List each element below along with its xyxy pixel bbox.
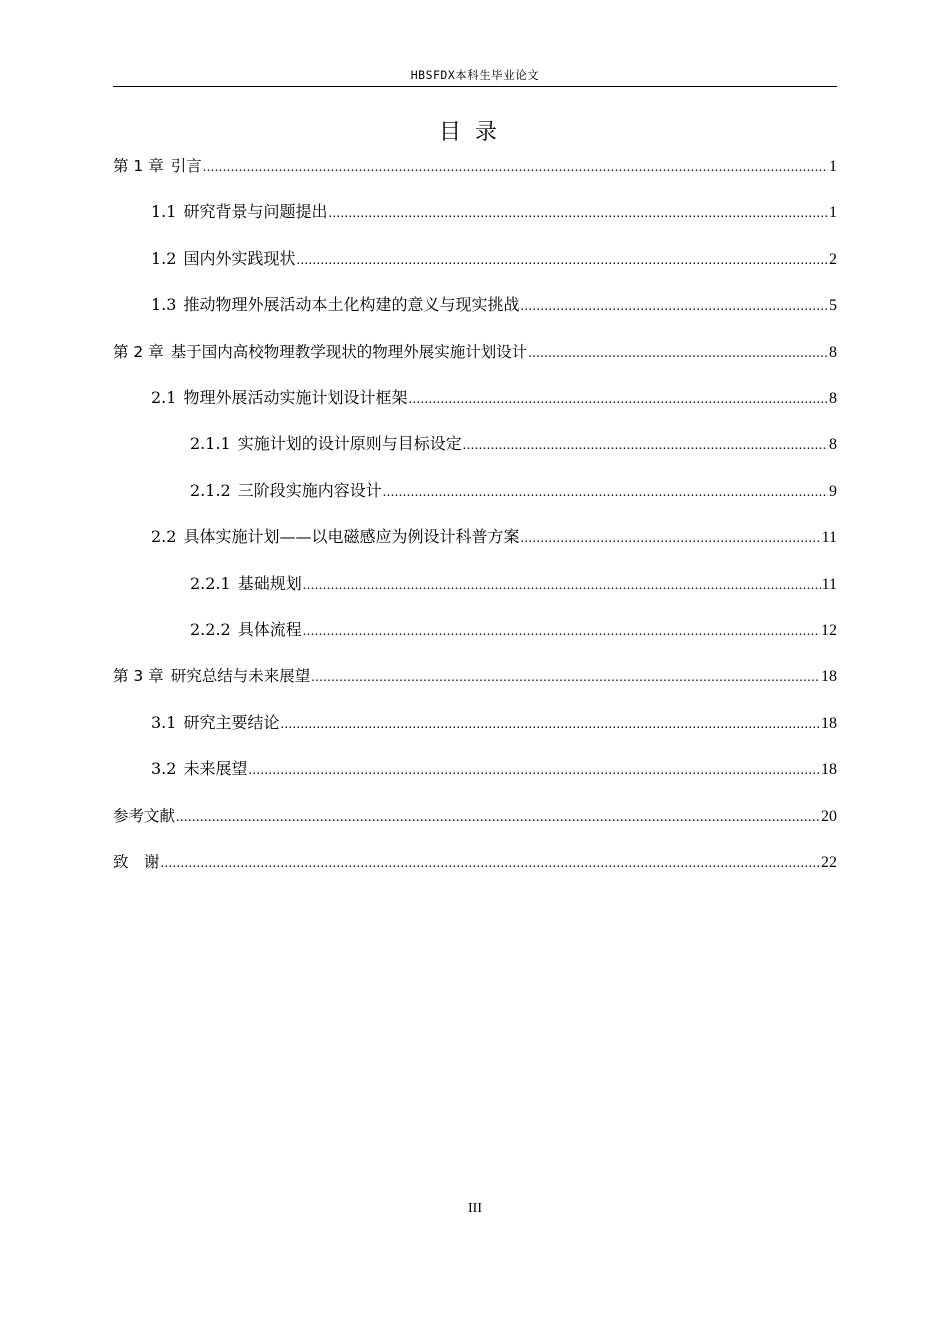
toc-entry-label [151,758,247,780]
toc-entry-text: 研究背景与问题提出 [183,202,328,222]
toc-entry-page: 8 [829,436,837,454]
toc-entry-text: 国内外实践现状 [183,248,296,268]
toc-entry-text: 未来展望 [183,759,248,779]
toc-leader-dots [463,435,828,457]
toc-entry-page: 11 [821,575,837,593]
toc-leader-dots [303,575,821,597]
toc-entry-label [151,526,519,548]
toc-entry-number: 第 1 章 [113,157,164,175]
toc-entry-page: 9 [829,482,837,500]
toc-entry-page: 22 [821,854,837,871]
toc-entry-page: 18 [821,714,837,732]
toc-entry-label [190,619,302,641]
toc-entry-text: 参考文献 [113,806,176,825]
toc-entry[interactable] [113,294,837,318]
toc-entry-page: 20 [821,807,837,825]
toc-entry-label [190,573,302,595]
toc-entry[interactable] [113,433,837,457]
toc-entry-text: 具体实施计划——以电磁感应为例设计科普方案 [183,527,520,547]
toc-entry[interactable] [113,155,837,179]
toc-entry[interactable] [113,248,837,272]
toc-entry-number: 3.2 [151,759,177,779]
toc-entry[interactable] [113,341,837,365]
toc-entry-number: 2.1.1 [190,434,231,454]
toc-entry-number: 3.1 [151,712,177,732]
toc-entry-label [113,805,175,827]
toc-entry-number: 2.2.1 [190,573,231,593]
toc-leader-dots [296,250,828,272]
toc-entry-text: 具体流程 [237,620,302,639]
toc-entry-number: 1.3 [151,295,177,315]
toc-entry[interactable] [113,619,837,643]
toc-entry-page: 2 [829,250,837,268]
toc-entry-number: 2.1 [151,388,177,407]
toc-entry-label [190,433,462,455]
header-text: HBSFDX本科生毕业论文 [410,68,540,82]
toc-entry-page: 1 [829,204,837,222]
toc-entry-text: 推动物理外展活动本土化构建的意义与现实挑战 [183,295,520,315]
toc-entry-label [113,341,527,363]
toc-entry-text: 三阶段实施内容设计 [237,480,382,500]
toc-entry[interactable] [113,526,837,550]
toc-leader-dots [328,203,828,225]
page-header [113,66,837,87]
toc-leader-dots [303,621,820,643]
toc-entry-label [190,480,382,502]
toc-entry[interactable] [113,805,837,829]
toc-entry-page: 11 [821,529,837,547]
toc-entry-page: 12 [821,622,837,639]
toc-entry-text: 研究总结与未来展望 [170,667,311,686]
toc-leader-dots [203,157,828,179]
toc-entry-text: 引言 [170,157,202,175]
toc-entry-text: 实施计划的设计原则与目标设定 [237,434,462,454]
toc-entry[interactable] [113,480,837,504]
toc-leader-dots [408,389,828,411]
toc-entry[interactable] [113,573,837,597]
toc-entry-page: 18 [821,761,837,779]
toc-entry-label [151,387,407,409]
toc-entry-number: 1.2 [151,248,177,268]
toc-leader-dots [161,853,820,875]
toc-entry-text: 研究主要结论 [183,712,280,732]
toc-entry-number: 第 3 章 [113,667,164,686]
toc-entry-page: 8 [829,343,837,361]
toc-entry-page: 18 [821,668,837,686]
toc-entry-label [113,851,160,873]
toc-entry-page: 8 [829,390,837,407]
toc-entry-text: 致 谢 [113,853,160,871]
toc-leader-dots [528,343,828,365]
toc-leader-dots [280,714,820,736]
toc-entry-label [151,248,295,270]
toc-entry[interactable] [113,387,837,411]
toc-entry-label [113,665,310,687]
toc-entry-page: 1 [829,158,837,175]
toc-leader-dots [176,807,820,829]
toc-entry-text: 基础规划 [237,573,302,593]
toc-leader-dots [520,528,820,550]
toc-leader-dots [311,667,820,689]
toc-leader-dots [248,760,820,782]
toc-entry-number: 2.2 [151,527,177,547]
toc-title: 目录 [438,120,511,145]
toc-entry-number: 第 2 章 [113,342,164,361]
toc-entry-number: 2.2.2 [190,620,231,639]
page-number: III [468,1201,482,1216]
toc-entry[interactable] [113,758,837,782]
toc-entry[interactable] [113,712,837,736]
toc-entry-label [151,201,327,223]
toc-entry-text: 物理外展活动实施计划设计框架 [183,388,408,407]
toc-leader-dots [383,482,828,504]
toc-entry-text: 基于国内高校物理教学现状的物理外展实施计划设计 [170,342,528,361]
page-footer [113,1199,837,1219]
toc-entry[interactable] [113,851,837,875]
toc-entry-label [151,712,279,734]
toc-entry-number: 1.1 [151,202,177,222]
toc-entry-label [151,294,519,316]
toc-entry[interactable] [113,665,837,689]
toc-entry-number: 2.1.2 [190,480,231,500]
toc-entry-label [113,155,202,177]
toc-entry[interactable] [113,201,837,225]
toc-entry-page: 5 [829,297,837,315]
toc-leader-dots [520,296,828,318]
